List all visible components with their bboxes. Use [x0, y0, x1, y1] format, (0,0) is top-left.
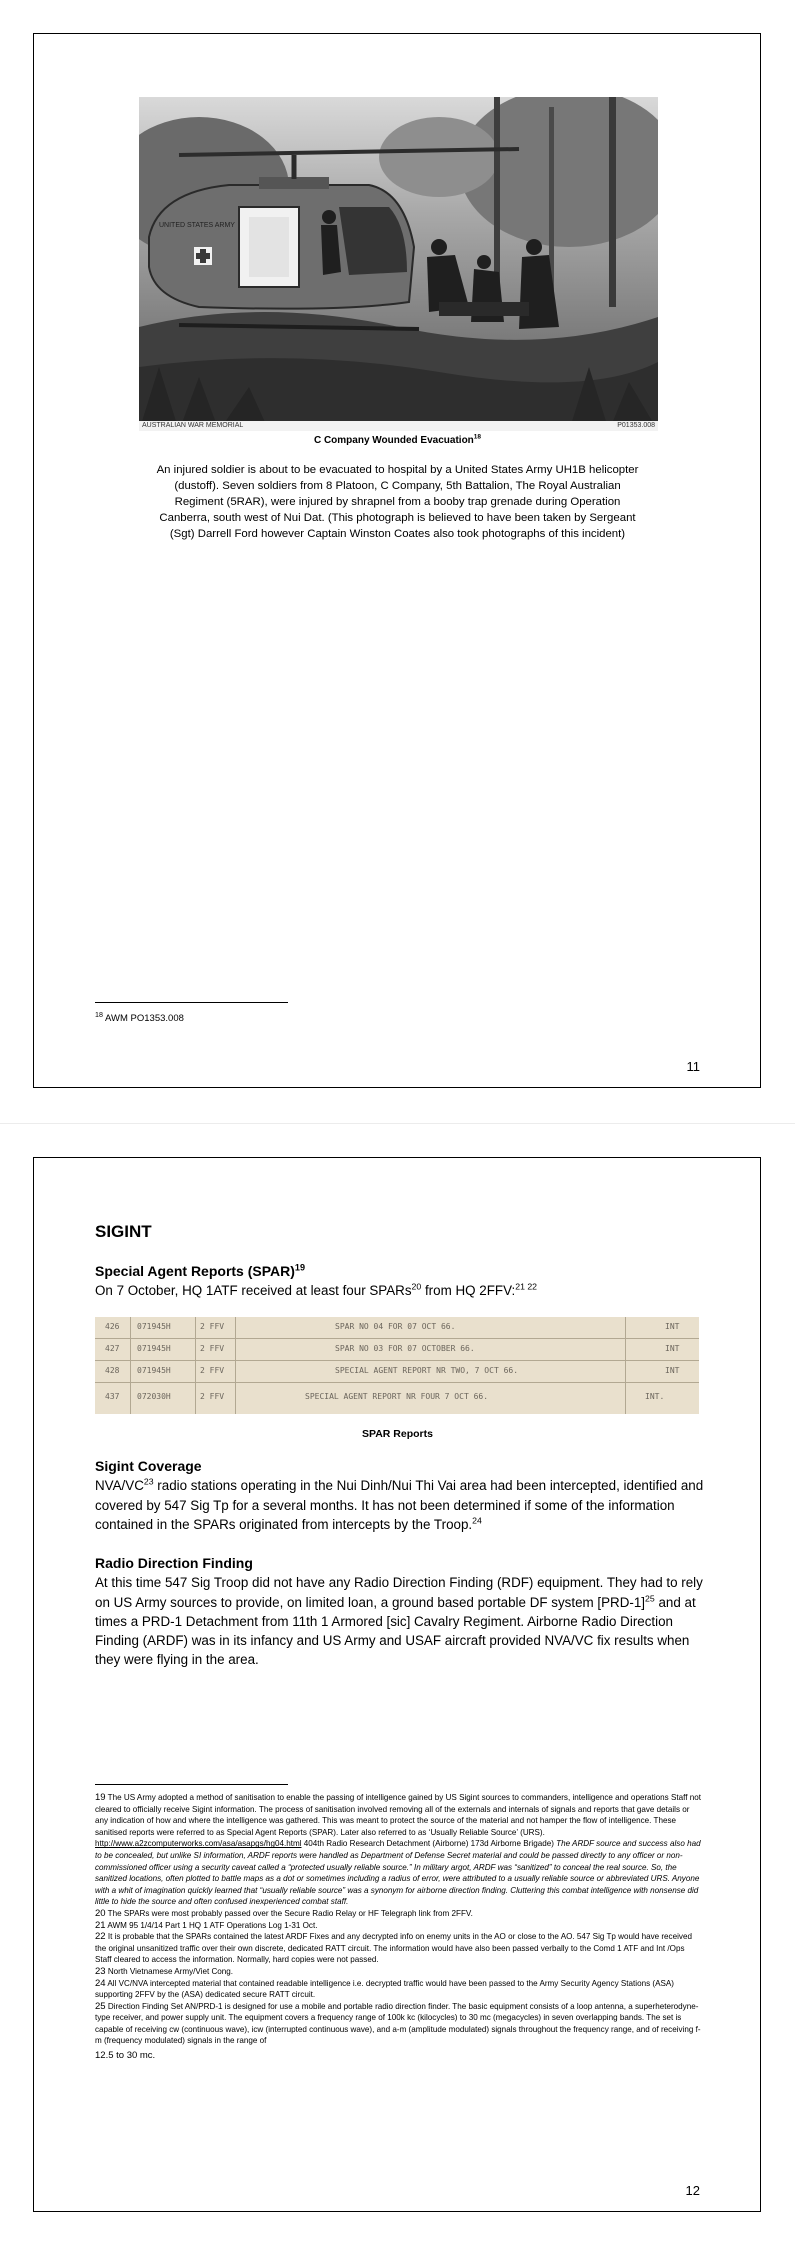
footnote-text: AWM 95 1/4/14 Part 1 HQ 1 ATF Operations Log 1-31 Oct.: [105, 1920, 318, 1930]
rdf-section: [95, 1554, 705, 1670]
telex-action: INT: [665, 1366, 680, 1375]
footnote-text: 12.5 to 30 mc.: [95, 2050, 156, 2062]
footnote-18: [95, 1010, 184, 1024]
telex-row: [95, 1387, 699, 1407]
telex-row: [95, 1339, 699, 1359]
figure-caption-text: C Company Wounded Evacuation: [313, 435, 474, 446]
footnote-text: All VC/NVA intercepted material that contained readable intelligence i.e. decrypted traffic would have been passed to the Army Security Agency Stations (ASA) supporting 2FFV by the (ASA) dedicated secure RATT circuit.: [95, 1978, 674, 2000]
footnote-22: [95, 1931, 701, 1966]
footnote-text: It is probable that the SPARs contained the latest ARDF Fixes and any decrypted info on enemy units in the AO or close to the AO. 547 Sig Tp would have received the original unsanitized traffic over their own discrete, dedicated RATT circuit. The information would have also been passed verbally to the Comd 1 ATF and Int /Ops Staff cleared to access the information. Normally, hard copies were not passed.: [95, 1932, 692, 1965]
footnote-21: [95, 1920, 701, 1932]
sigint-coverage-section: [95, 1457, 705, 1534]
page-number: 12: [685, 2183, 700, 2198]
footnote-23: [95, 1966, 701, 1978]
telex-origin: 2 FFV: [200, 1322, 225, 1331]
rdf-paragraph: [95, 1573, 705, 1669]
telex-row: [95, 1361, 699, 1381]
telex-subject: SPAR NO 04 FOR 07 OCT 66.: [335, 1322, 456, 1331]
telex-subject: SPAR NO 03 FOR 07 OCTOBER 66.: [335, 1344, 475, 1353]
footnote-mark: 24: [95, 1977, 106, 1989]
description-line: Regiment (5RAR), were injured by shrapnel from a booby trap grenade during Operation: [174, 496, 621, 508]
description-line: An injured soldier is about to be evacuated to hospital by a United States Army UH1B helicopter: [156, 464, 639, 476]
footnote-mark: 20: [95, 1907, 106, 1919]
footnote-ref-20[interactable]: 20: [411, 1281, 422, 1292]
figure-caption: [0, 435, 795, 446]
footnote-text: North Vietnamese Army/Viet Cong.: [105, 1966, 234, 1976]
footnote-ref-18[interactable]: 18: [473, 433, 482, 441]
footnote-mark: 19: [95, 1792, 106, 1803]
spar-section: [95, 1262, 705, 1301]
telex-action: INT.: [645, 1392, 665, 1401]
coverage-paragraph: [95, 1476, 705, 1534]
section-heading: SIGINT: [95, 1222, 152, 1241]
page-12: [0, 1124, 795, 2247]
evacuation-photo: [139, 97, 658, 431]
footnote-mark: 18: [95, 1010, 103, 1019]
footnote-text: AWM PO1353.008: [105, 1013, 184, 1024]
telex-dtg: 071945H: [137, 1322, 171, 1331]
photo-credit-right: P01353.008: [617, 422, 655, 429]
telex-dtg: 071945H: [137, 1366, 171, 1375]
telex-subject: SPECIAL AGENT REPORT NR TWO, 7 OCT 66.: [335, 1366, 519, 1375]
spar-text: from HQ 2FFV:: [421, 1283, 516, 1299]
footnote-text: Direction Finding Set AN/PRD-1 is designed for use a mobile and portable radio direction finder. The basic equipment consists of a loop antenna, a superheterodyne-type receiver, and power supply unit. The equipment covers a frequency range of 100k kc (kilocycles) to 30 mc (megacycles) in seven overlapping bands. The set is capable of receiving cw (continuous wave), icw (interrupted continuous wave), and a-m (amplitude modulated) signals throughout the frequency range, and of receiving f-m (frequency modulated) signals in the range of: [95, 2001, 701, 2046]
footnote-ref-24[interactable]: 24: [472, 1515, 482, 1526]
footnote-25-end: [95, 2050, 701, 2062]
telex-dtg: 071945H: [137, 1344, 171, 1353]
photo-credit-strip: [139, 421, 658, 431]
telex-origin: 2 FFV: [200, 1366, 225, 1375]
footnote-mark: 22: [95, 1931, 106, 1943]
helicopter-jungle-photo: [139, 97, 658, 431]
footnote-25: [95, 2001, 701, 2047]
footnote-24: [95, 1978, 701, 2001]
coverage-text: radio stations operating in the Nui Dinh/Nui Thi Vai area had been intercepted, identified and covered by 547 Sig Tp for a several months. It has not been determined if some of the information contained in the SPARs originated from intercepts by the Troop.: [95, 1478, 704, 1532]
spar-caption: SPAR Reports: [362, 1428, 433, 1440]
telex-serial: 437: [105, 1392, 120, 1401]
footnote-ref-21-22[interactable]: 21 22: [515, 1281, 538, 1292]
footnote-ref-23[interactable]: 23: [143, 1476, 154, 1487]
spar-heading: [95, 1262, 705, 1281]
telex-origin: 2 FFV: [200, 1392, 225, 1401]
page-number: 11: [686, 1059, 700, 1074]
footnote-quote: The ARDF source and success also had to be concealed, but unlike SI information, ARDF reports were handled as Department of Defense Secret material and could be passed directly to any officer or non-commissioned officer using a security caveat called a “protected usually reliable source.” In military argot, ARDF was “sanitized” to conceal the real source. So, the sanitized locations, often plotted to battle maps as a dot or sometimes including a radius of error, were attributed to a usually reliable source or abbreviated URS. Anyone with a whit of imagination quickly learned that “usually reliable source” was a synonym for airborne direction finding. Cluttering this combat intelligence with nonsense did little to hide the source and often confused inexperienced combat staff.: [95, 1839, 701, 1907]
telex-action: INT: [665, 1344, 680, 1353]
footnote-mark: 21: [95, 1919, 106, 1931]
spar-paragraph: [95, 1281, 705, 1300]
description-line: (Sgt) Darrell Ford however Captain Winston Coates also took photographs of this incident): [169, 528, 626, 540]
coverage-heading: Sigint Coverage: [95, 1458, 202, 1474]
footnote-separator: [95, 1002, 288, 1003]
photo-credit-left: AUSTRALIAN WAR MEMORIAL: [142, 422, 244, 429]
spar-text: On 7 October, HQ 1ATF received at least four SPARs: [95, 1283, 412, 1299]
rdf-text: At this time 547 Sig Troop did not have any Radio Direction Finding (RDF) equipment. They had to rely on US Army sources to provide, on limited loan, a ground based portable DF system [PRD-1]: [95, 1575, 703, 1610]
photo-description: [130, 462, 665, 542]
footnote-20: [95, 1908, 701, 1920]
footnote-separator: [95, 1784, 288, 1785]
footnotes: [95, 1792, 701, 2062]
footnote-link[interactable]: http://www.a2zcomputerworks.com/asa/asapgs/hg04.html: [95, 1839, 302, 1849]
description-line: Canberra, south west of Nui Dat. (This photograph is believed to have been taken by Sergeant: [159, 512, 636, 524]
description-line: (dustoff). Seven soldiers from 8 Platoon, C Company, 5th Battalion, The Royal Australian: [174, 480, 621, 492]
telex-serial: 428: [105, 1366, 120, 1375]
telex-action: INT: [665, 1322, 680, 1331]
footnote-text: 404th Radio Research Detachment (Airborne) 173d Airborne Brigade): [301, 1839, 557, 1849]
spar-telex-image: [95, 1317, 699, 1414]
spar-heading-text: Special Agent Reports (SPAR): [95, 1263, 295, 1279]
page-11: [0, 0, 795, 1123]
telex-rule: [95, 1382, 699, 1383]
footnote-ref-19[interactable]: 19: [294, 1262, 306, 1273]
footnote-19: [95, 1792, 701, 1908]
coverage-text: NVA/VC: [95, 1478, 144, 1494]
telex-subject: SPECIAL AGENT REPORT NR FOUR 7 OCT 66.: [305, 1392, 489, 1401]
telex-origin: 2 FFV: [200, 1344, 225, 1353]
footnote-text: The SPARs were most probably passed over the Secure Radio Relay or HF Telegraph link from 2FFV.: [105, 1908, 473, 1918]
telex-serial: 427: [105, 1344, 120, 1353]
rdf-text: and at times a PRD-1 Detachment from 11th 1 Armored [sic] Cavalry Regiment. Airborne Radio Direction Finding (ARDF) was in its infancy and US Army and USAF aircraft provided NVA/VC fix results when they were flying in the area.: [95, 1594, 696, 1668]
footnote-mark: 25: [95, 2000, 106, 2012]
telex-serial: 426: [105, 1322, 120, 1331]
footnote-mark: 23: [95, 1965, 106, 1977]
telex-row: [95, 1317, 699, 1337]
helicopter-marking-text: UNITED STATES ARMY: [159, 222, 235, 229]
telex-dtg: 072030H: [137, 1392, 171, 1401]
footnote-text: The US Army adopted a method of sanitisation to enable the passing of intelligence gained by US Sigint sources to commanders, intelligence and operations Staff not cleared to officially receive Sigint information. The process of sanitisation involved removing all of the externals and internals of signals and reports that gave details or any indication of how and where the intelligence was gathered. This was meant to protect the source of the material and not hamper the flow of intelligence. These sanitised reports were referred to as Special Agent Reports (SPAR). Later also referred to as ‘Usually Reliable Source’ (URS).: [95, 1793, 701, 1837]
rdf-heading: Radio Direction Finding: [95, 1555, 253, 1571]
footnote-ref-25[interactable]: 25: [645, 1593, 655, 1604]
